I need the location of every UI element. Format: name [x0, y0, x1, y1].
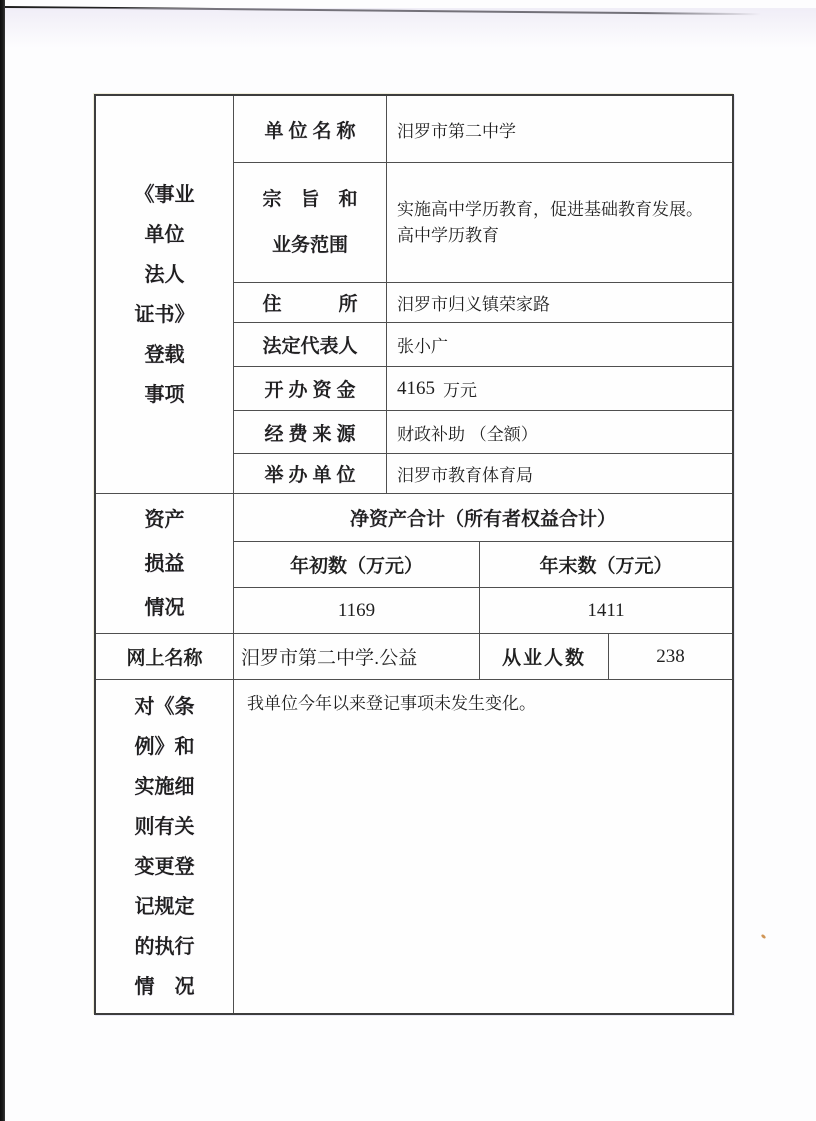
- legal-representative-label-text: 法定代表人: [262, 336, 358, 357]
- side-label-line: 法人: [144, 263, 185, 286]
- side-label-line: 对《条: [134, 695, 195, 718]
- side-label-line: 情况: [144, 596, 185, 619]
- side-label-line: 事项: [144, 383, 185, 406]
- scan-tint-overlay: [5, 8, 816, 48]
- end-year-header: 年末数（万元）: [539, 556, 673, 577]
- section-certificate-items: [96, 96, 732, 493]
- organizer-value: 汨罗市教育体育局: [397, 466, 533, 485]
- end-year-value: 1411: [587, 599, 625, 621]
- opening-capital-amount: 4165: [397, 377, 435, 399]
- compliance-side-label: [96, 680, 234, 1013]
- purpose-scope-value-line: 实施高中学历教育，促进基础教育发展。: [397, 199, 703, 219]
- side-label-line: 实施细: [134, 775, 195, 798]
- registration-items-table: [94, 94, 734, 1015]
- unit-name-label-text: 单位名称: [264, 120, 361, 142]
- purpose-scope-label-line: 宗 旨 和: [262, 188, 358, 210]
- purpose-scope-label: [234, 163, 387, 282]
- legal-representative-label: [234, 323, 387, 366]
- side-label-line: 资产: [144, 508, 185, 531]
- side-label-line: 证书》: [134, 303, 195, 326]
- address-value: 汨罗市归义镇荣家路: [397, 295, 550, 314]
- assets-side-label: [96, 494, 234, 633]
- side-label-line: 的执行: [134, 935, 195, 958]
- address-label-text: 住 所: [262, 294, 358, 315]
- funding-source-label: [234, 411, 387, 453]
- scan-speck: [761, 934, 767, 940]
- side-label-line: 《事业: [134, 183, 195, 206]
- certificate-items-side-label: [96, 96, 234, 493]
- purpose-scope-label-line: 业务范围: [271, 234, 348, 256]
- staff-count-value: 238: [656, 645, 685, 667]
- row-organizer: [234, 453, 732, 493]
- online-name-value: 汨罗市第二中学.公益: [234, 634, 480, 679]
- side-label-line: 例》和: [134, 735, 195, 758]
- net-assets-header: 净资产合计（所有者权益合计）: [349, 509, 616, 530]
- opening-capital-label-text: 开办资金: [264, 380, 361, 401]
- opening-capital-label: [234, 367, 387, 410]
- certificate-rows: [234, 96, 732, 493]
- purpose-scope-value-line: 高中学历教育: [397, 225, 499, 245]
- assets-subheader-row: [234, 541, 732, 587]
- legal-representative-value: 张小广: [397, 337, 448, 356]
- scan-edge-left: [0, 0, 5, 1121]
- unit-name-label: [234, 96, 387, 162]
- row-funding-source: [234, 410, 732, 453]
- side-label-line: 变更登: [134, 855, 195, 878]
- opening-capital-value: [387, 367, 732, 410]
- row-purpose-scope: [234, 162, 732, 282]
- side-label-line: 损益: [144, 552, 185, 575]
- side-label-line: 情 况: [134, 975, 195, 998]
- organizer-label-text: 举办单位: [264, 465, 361, 486]
- section-compliance: [96, 679, 732, 1013]
- begin-year-value: 1169: [234, 588, 480, 633]
- begin-year-header: 年初数（万元）: [234, 542, 480, 587]
- purpose-scope-value: [387, 163, 732, 282]
- unit-name-value: 汨罗市第二中学: [397, 121, 516, 141]
- online-name-label: 网上名称: [96, 634, 234, 679]
- row-opening-capital: [234, 366, 732, 410]
- address-label: [234, 283, 387, 322]
- organizer-label: [234, 454, 387, 493]
- row-unit-name: [234, 96, 732, 162]
- side-label-line: 则有关: [134, 815, 195, 838]
- assets-rows: [234, 494, 732, 633]
- row-legal-representative: [234, 322, 732, 366]
- section-online-name: [96, 633, 732, 679]
- row-address: [234, 282, 732, 322]
- staff-count-label: 从业人数: [480, 634, 609, 679]
- section-assets: [96, 493, 732, 633]
- opening-capital-unit: 万元: [443, 381, 477, 400]
- side-label-line: 单位: [144, 223, 185, 246]
- compliance-statement: 我单位今年以来登记事项未发生变化。: [247, 694, 536, 713]
- funding-source-value: 财政补助 （全额）: [397, 424, 538, 444]
- assets-values-row: [234, 587, 732, 633]
- side-label-line: 登载: [144, 343, 185, 366]
- side-label-line: 记规定: [134, 895, 195, 918]
- funding-source-label-text: 经费来源: [264, 423, 361, 445]
